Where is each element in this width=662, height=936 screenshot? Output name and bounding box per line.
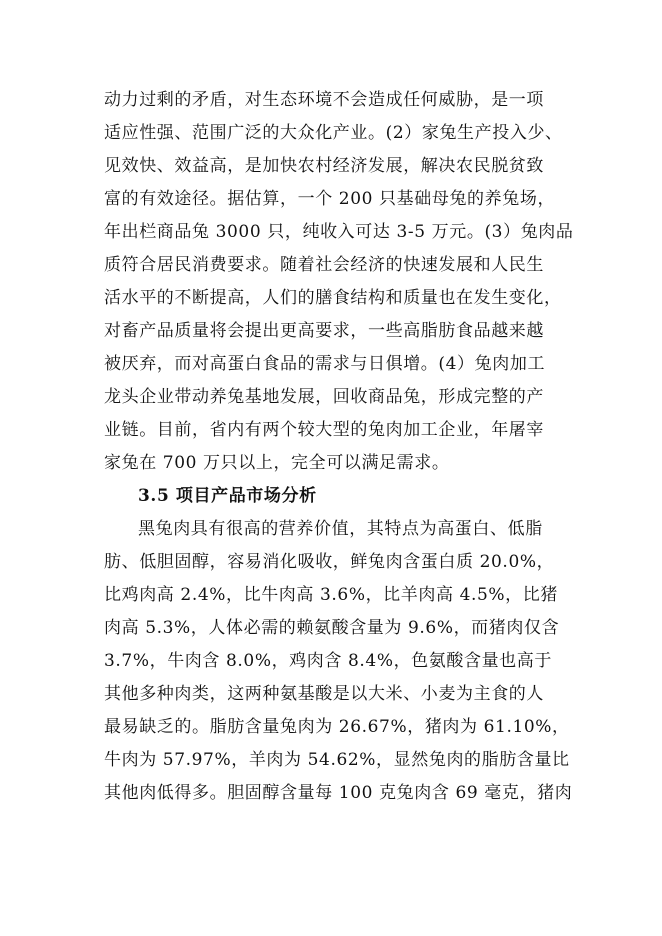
text-line: 见效快、效益高，是加快农村经济发展，解决农民脱贫致 (104, 156, 544, 176)
text-line: 动力过剩的矛盾，对生态环境不会造成任何威胁，是一项 (104, 90, 544, 110)
text-line: 适应性强、范围广泛的大众化产业。(2）家兔生产投入少、 (104, 123, 563, 143)
text-line: 业链。目前，省内有两个较大型的兔肉加工企业，年屠宰 (104, 420, 544, 440)
text-line: 年出栏商品兔 3000 只，纯收入可达 3-5 万元。(3）兔肉品 (104, 222, 574, 242)
text-line: 牛肉为 57.97%，羊肉为 54.62%，显然兔肉的脂肪含量比 (104, 750, 570, 770)
text-line: 最易缺乏的。脂肪含量兔肉为 26.67%，猪肉为 61.10%， (104, 717, 570, 737)
section-heading: 3.5 项目产品市场分析 (138, 486, 317, 506)
text-line: 比鸡肉高 2.4%，比牛肉高 3.6%，比羊肉高 4.5%，比猪 (104, 585, 558, 605)
text-line: 富的有效途径。据估算，一个 200 只基础母兔的养兔场， (104, 189, 556, 209)
text-line: 黑兔肉具有很高的营养价值，其特点为高蛋白、低脂 (138, 519, 543, 539)
text-line: 其他多种肉类，这两种氨基酸是以大米、小麦为主食的人 (104, 684, 544, 704)
text-line: 肪、低胆固醇，容易消化吸收，鲜兔肉含蛋白质 20.0%， (104, 552, 555, 572)
text-line: 家兔在 700 万只以上，完全可以满足需求。 (104, 453, 450, 473)
text-line: 活水平的不断提高，人们的膳食结构和质量也在发生变化， (104, 288, 562, 308)
text-line: 龙头企业带动养兔基地发展，回收商品兔，形成完整的产 (104, 387, 544, 407)
text-line: 其他肉低得多。胆固醇含量每 100 克兔肉含 69 毫克，猪肉 (104, 783, 573, 803)
text-line: 对畜产品质量将会提出更高要求，一些高脂肪食品越来越 (104, 321, 544, 341)
text-line: 3.7%，牛肉含 8.0%，鸡肉含 8.4%，色氨酸含量也高于 (104, 651, 552, 671)
text-line: 被厌弃，而对高蛋白食品的需求与日俱增。(4）兔肉加工 (104, 354, 546, 374)
text-line: 肉高 5.3%，人体必需的赖氨酸含量为 9.6%，而猪肉仅含 (104, 618, 560, 638)
text-line: 质符合居民消费要求。随着社会经济的快速发展和人民生 (104, 255, 544, 275)
